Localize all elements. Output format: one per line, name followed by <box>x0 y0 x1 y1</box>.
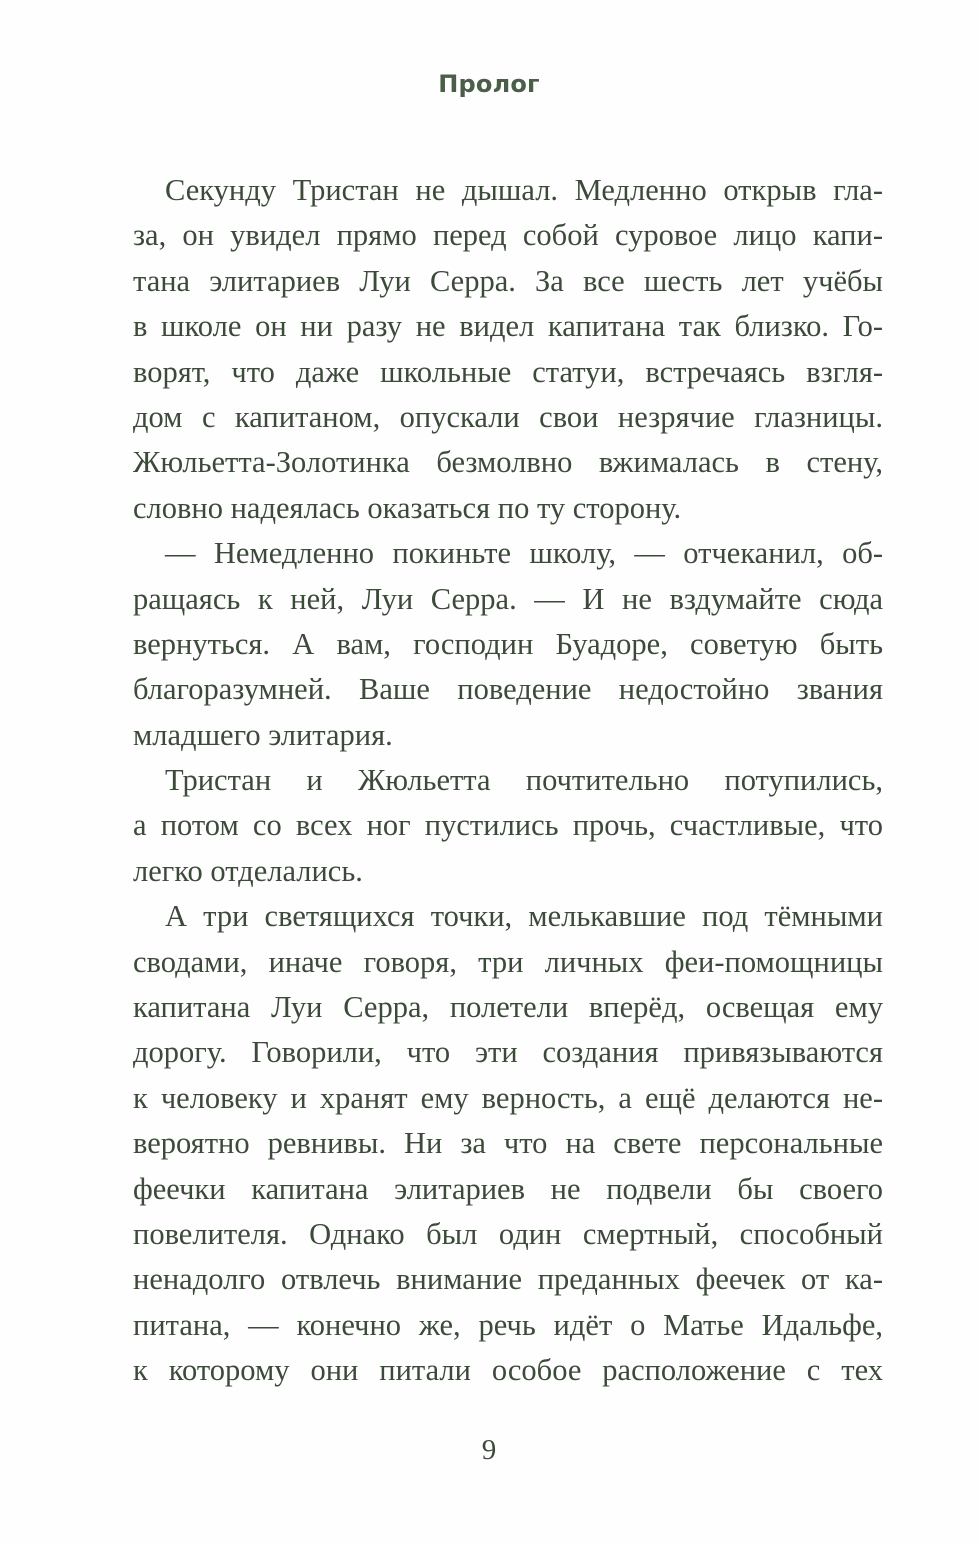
text-line: феечки капитана элитариев не подвели бы своего <box>133 1171 883 1206</box>
chapter-title: Пролог <box>438 70 540 98</box>
text-line: сводами, иначе говоря, три личных феи-помощницы <box>133 944 883 979</box>
text-line: питана, — конечно же, речь идёт о Матье Идальфе, <box>133 1307 883 1342</box>
text-line: ращаясь к ней, Луи Серра. — И не вздумайте сюда <box>133 581 883 616</box>
text-line: легко отделались. <box>133 853 363 888</box>
text-line: дом с капитаном, опускали свои незрячие глазницы. <box>133 399 883 434</box>
body-text <box>133 168 883 1394</box>
text-line: ворят, что даже школьные статуи, встречаясь взгля- <box>133 354 883 389</box>
text-line: повелителя. Однако был один смертный, способный <box>133 1216 883 1251</box>
text-line: к человеку и хранят ему верность, а ещё делаются не- <box>133 1080 883 1115</box>
text-line: благоразумней. Ваше поведение недостойно звания <box>133 672 883 707</box>
page-number: 9 <box>481 1434 497 1466</box>
text-line: Тристан и Жюльетта почтительно потупились, <box>165 763 883 798</box>
text-line: А три светящихся точки, мелькавшие под тёмными <box>165 899 883 934</box>
text-line: за, он увидел прямо перед собой суровое лицо капи- <box>133 218 883 253</box>
text-line: вероятно ревнивы. Ни за что на свете персональные <box>133 1126 883 1161</box>
text-line: Жюльетта-Золотинка безмолвно вжималась в стену, <box>133 445 883 480</box>
text-line: к которому они питали особое расположение с тех <box>133 1353 883 1388</box>
text-line: ненадолго отвлечь внимание преданных феечек от ка- <box>133 1262 883 1297</box>
text-line: в школе он ни разу не видел капитана так близко. Го- <box>133 309 883 344</box>
text-line: словно надеялась оказаться по ту сторону. <box>133 490 682 525</box>
text-line: тана элитариев Луи Серра. За все шесть лет учёбы <box>133 263 883 298</box>
text-line: а потом со всех ног пустились прочь, счастливые, что <box>133 808 883 843</box>
text-line: младшего элитария. <box>133 717 393 752</box>
text-line: капитана Луи Серра, полетели вперёд, освещая ему <box>133 990 883 1025</box>
text-line: вернуться. А вам, господин Буадоре, советую быть <box>133 626 883 661</box>
text-line: Секунду Тристан не дышал. Медленно открыв гла- <box>165 173 883 207</box>
text-line: — Немедленно покиньте школу, — отчеканил, об- <box>165 536 883 571</box>
text-line: дорогу. Говорили, что эти создания привязываются <box>133 1035 883 1070</box>
